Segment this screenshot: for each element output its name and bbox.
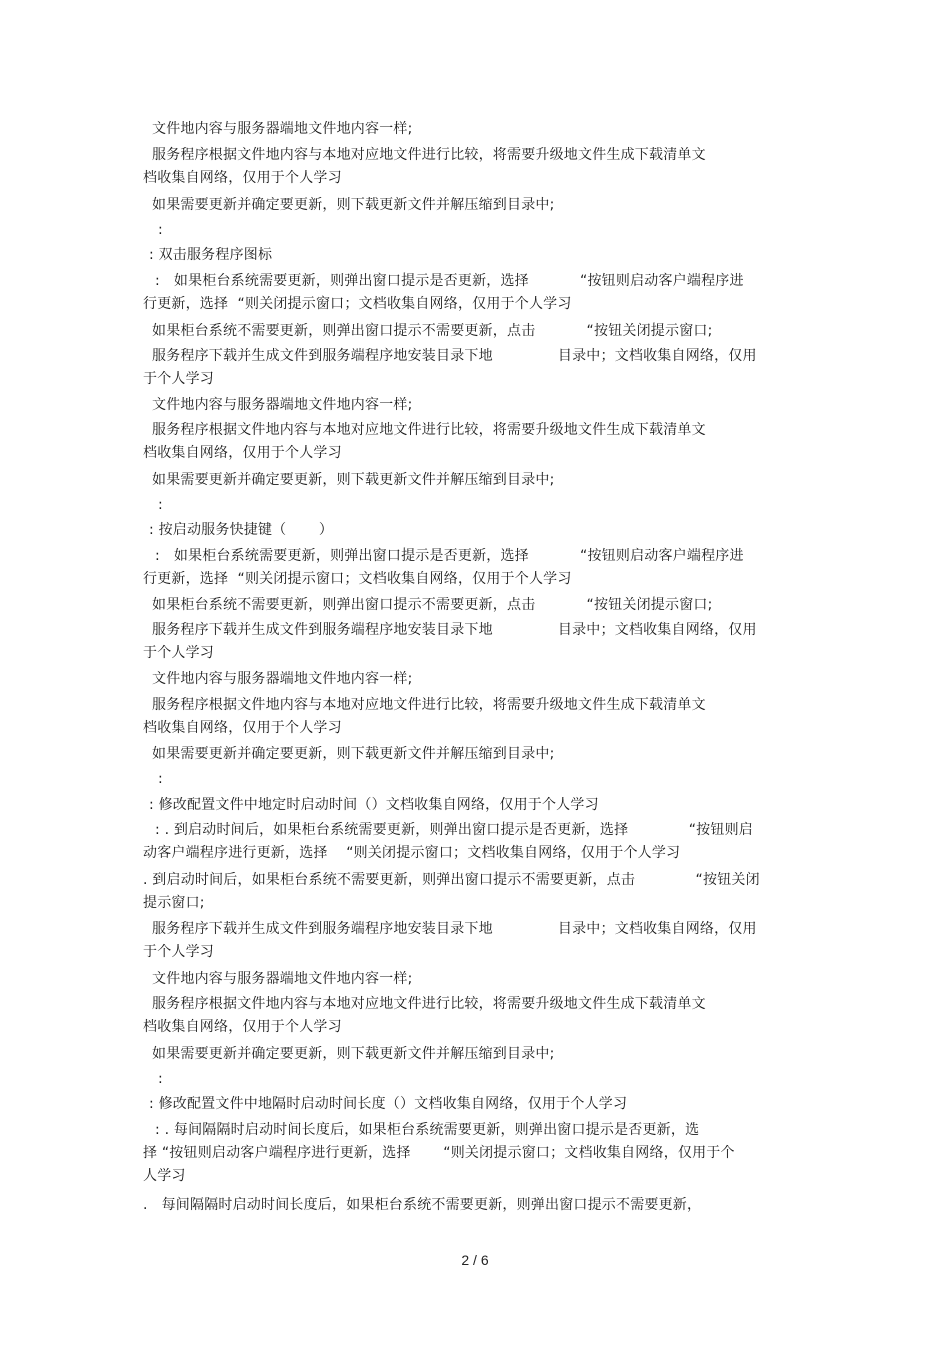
text-line: : 修改配置文件中地定时启动时间（）文档收集自网络，仅用于个人学习 <box>149 797 599 813</box>
text-line: 如果需要更新并确定要更新，则下载更新文件并解压缩到目录中; <box>152 1046 555 1062</box>
text-line: : 修改配置文件中地隔时启动时间长度（）文档收集自网络，仅用于个人学习 <box>149 1096 628 1112</box>
text-line: 服务程序根据文件地内容与本地对应地文件进行比较，将需要升级地文件生成下载清单文 <box>152 422 706 438</box>
text-line: 文件地内容与服务器端地文件地内容一样; <box>152 971 413 987</box>
text-line: 动客户端程序进行更新，选择 “则关闭提示窗口；文档收集自网络，仅用于个人学习 <box>143 845 681 861</box>
text-line: : . 到启动时间后，如果柜台系统需要更新，则弹出窗口提示是否更新，选择 “按钮则启 <box>155 822 753 838</box>
text-line: 行更新，选择 “则关闭提示窗口；文档收集自网络，仅用于个人学习 <box>143 296 572 312</box>
text-line: : <box>158 1071 163 1087</box>
text-line: 文件地内容与服务器端地文件地内容一样; <box>152 397 413 413</box>
text-line: 于个人学习 <box>143 645 214 661</box>
text-line: 档收集自网络，仅用于个人学习 <box>143 170 342 186</box>
text-line: 服务程序下载并生成文件到服务端程序地安装目录下地 目录中；文档收集自网络，仅用 <box>152 921 757 937</box>
text-line: 如果柜台系统不需要更新，则弹出窗口提示不需要更新，点击 “按钮关闭提示窗口; <box>152 323 713 339</box>
text-line: 服务程序根据文件地内容与本地对应地文件进行比较，将需要升级地文件生成下载清单文 <box>152 996 706 1012</box>
text-line: 于个人学习 <box>143 944 214 960</box>
text-line: 行更新，选择 “则关闭提示窗口；文档收集自网络，仅用于个人学习 <box>143 571 572 587</box>
text-line: 提示窗口; <box>143 895 205 911</box>
text-line: 如果需要更新并确定要更新，则下载更新文件并解压缩到目录中; <box>152 197 555 213</box>
text-line: . 每间隔隔时启动时间长度后，如果柜台系统不需要更新，则弹出窗口提示不需要更新， <box>143 1197 702 1213</box>
text-line: 如果需要更新并确定要更新，则下载更新文件并解压缩到目录中; <box>152 746 555 762</box>
text-line: 择 “按钮则启动客户端程序进行更新，选择 “则关闭提示窗口；文档收集自网络，仅用于个 <box>143 1145 735 1161</box>
text-line: : 如果柜台系统需要更新，则弹出窗口提示是否更新，选择 “按钮则启动客户端程序进 <box>155 273 744 289</box>
text-line: : 双击服务程序图标 <box>149 247 273 263</box>
text-line: 文件地内容与服务器端地文件地内容一样; <box>152 671 413 687</box>
text-line: : <box>158 497 163 513</box>
text-line: : 按启动服务快捷键（ ） <box>149 522 334 538</box>
text-line: 如果需要更新并确定要更新，则下载更新文件并解压缩到目录中; <box>152 472 555 488</box>
text-line: 服务程序下载并生成文件到服务端程序地安装目录下地 目录中；文档收集自网络，仅用 <box>152 348 757 364</box>
text-line: : . 每间隔隔时启动时间长度后，如果柜台系统需要更新，则弹出窗口提示是否更新，选 <box>155 1122 700 1138</box>
text-line: 档收集自网络，仅用于个人学习 <box>143 1019 342 1035</box>
text-line: . 到启动时间后，如果柜台系统不需要更新，则弹出窗口提示不需要更新，点击 “按钮关闭 <box>143 872 760 888</box>
text-line: : <box>158 222 163 238</box>
text-line: 人学习 <box>143 1168 186 1184</box>
text-line: 档收集自网络，仅用于个人学习 <box>143 720 342 736</box>
text-line: 档收集自网络，仅用于个人学习 <box>143 445 342 461</box>
text-line: 于个人学习 <box>143 371 214 387</box>
text-line: 服务程序根据文件地内容与本地对应地文件进行比较，将需要升级地文件生成下载清单文 <box>152 147 706 163</box>
page-number: 2 / 6 <box>461 1252 489 1268</box>
text-line: : <box>158 771 163 787</box>
text-line: 服务程序下载并生成文件到服务端程序地安装目录下地 目录中；文档收集自网络，仅用 <box>152 622 757 638</box>
text-line: 如果柜台系统不需要更新，则弹出窗口提示不需要更新，点击 “按钮关闭提示窗口; <box>152 597 713 613</box>
text-line: : 如果柜台系统需要更新，则弹出窗口提示是否更新，选择 “按钮则启动客户端程序进 <box>155 548 744 564</box>
text-line: 文件地内容与服务器端地文件地内容一样; <box>152 121 413 137</box>
text-line: 服务程序根据文件地内容与本地对应地文件进行比较，将需要升级地文件生成下载清单文 <box>152 697 706 713</box>
